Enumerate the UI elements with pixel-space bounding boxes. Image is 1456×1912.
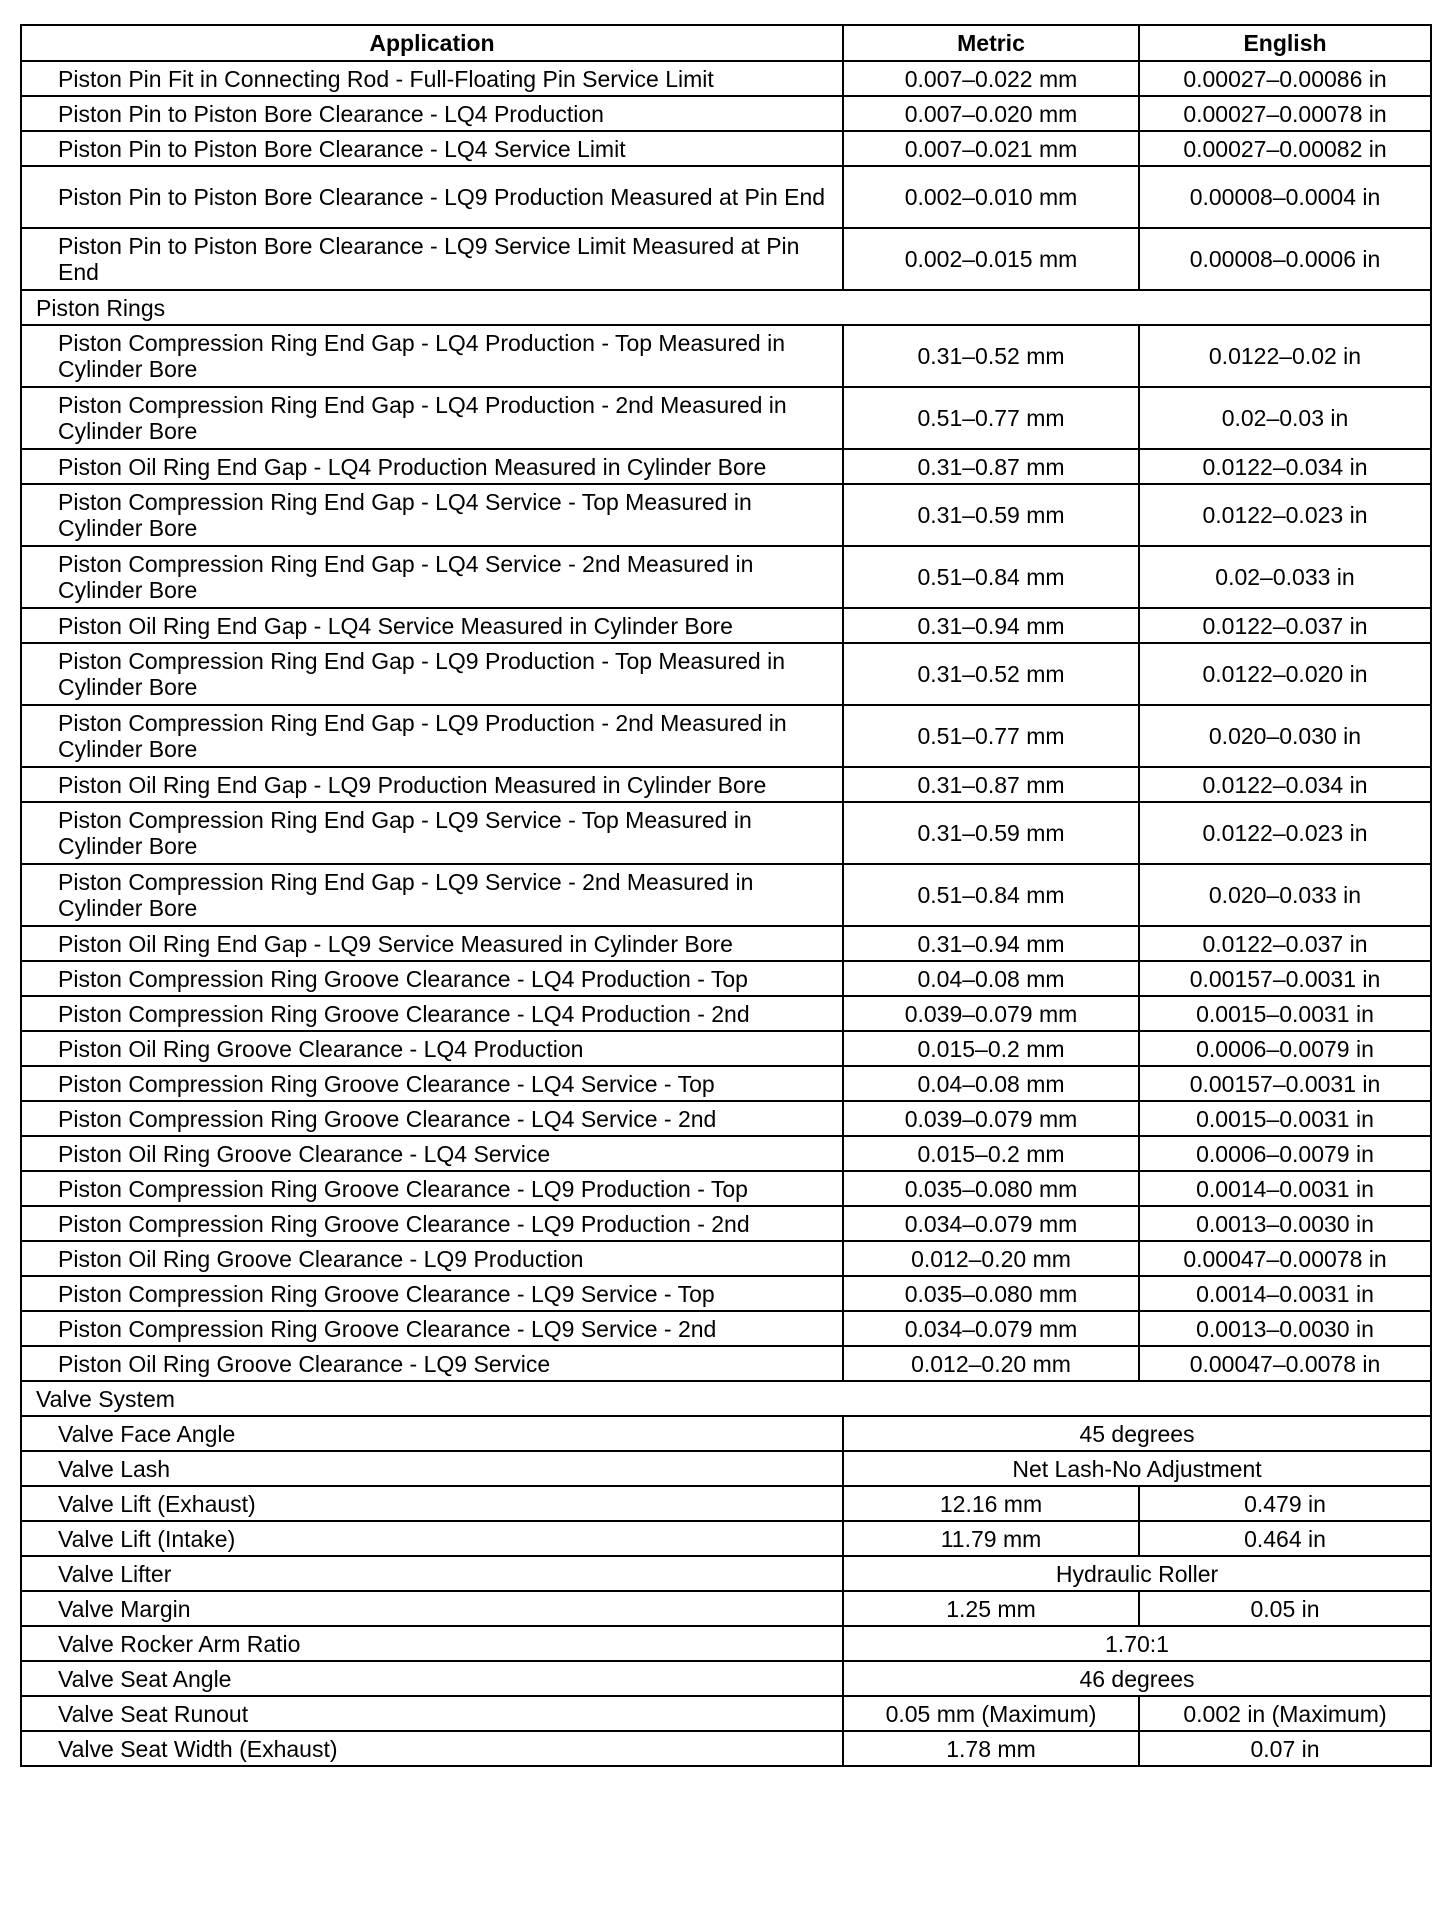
english-cell: 0.0006–0.0079 in (1139, 1136, 1431, 1171)
application-cell: Piston Pin to Piston Bore Clearance - LQ9 Production Measured at Pin End (21, 166, 843, 228)
application-cell: Piston Oil Ring End Gap - LQ9 Service Measured in Cylinder Bore (21, 926, 843, 961)
english-cell: 0.0006–0.0079 in (1139, 1031, 1431, 1066)
table-row (21, 1171, 1431, 1206)
section-heading: Valve System (21, 1381, 1431, 1416)
table-row (21, 325, 1431, 387)
english-cell: 0.00047–0.00078 in (1139, 1241, 1431, 1276)
application-cell: Piston Pin to Piston Bore Clearance - LQ4 Service Limit (21, 131, 843, 166)
english-cell: 0.0013–0.0030 in (1139, 1311, 1431, 1346)
english-cell: 0.0122–0.023 in (1139, 802, 1431, 864)
english-cell: 0.02–0.033 in (1139, 546, 1431, 608)
english-cell: 0.479 in (1139, 1486, 1431, 1521)
english-cell: 0.0013–0.0030 in (1139, 1206, 1431, 1241)
table-row (21, 1311, 1431, 1346)
table-row (21, 1066, 1431, 1101)
metric-cell: 0.007–0.020 mm (843, 96, 1139, 131)
metric-cell: 0.012–0.20 mm (843, 1241, 1139, 1276)
table-row (21, 1731, 1431, 1766)
application-cell: Valve Seat Width (Exhaust) (21, 1731, 843, 1766)
metric-cell: 0.007–0.022 mm (843, 61, 1139, 96)
table-row (21, 643, 1431, 705)
metric-cell: 0.04–0.08 mm (843, 1066, 1139, 1101)
application-cell: Piston Compression Ring Groove Clearance - LQ4 Service - 2nd (21, 1101, 843, 1136)
english-cell: 0.00027–0.00082 in (1139, 131, 1431, 166)
metric-cell: 0.039–0.079 mm (843, 1101, 1139, 1136)
metric-cell: 0.31–0.59 mm (843, 484, 1139, 546)
spec-value-cell: 46 degrees (843, 1661, 1431, 1696)
metric-cell: 0.31–0.94 mm (843, 608, 1139, 643)
spec-value-cell: 1.70:1 (843, 1626, 1431, 1661)
application-cell: Valve Seat Runout (21, 1696, 843, 1731)
application-cell: Piston Compression Ring End Gap - LQ9 Production - Top Measured in Cylinder Bore (21, 643, 843, 705)
application-cell: Piston Compression Ring Groove Clearance - LQ9 Production - 2nd (21, 1206, 843, 1241)
english-cell: 0.020–0.033 in (1139, 864, 1431, 926)
english-cell: 0.02–0.03 in (1139, 387, 1431, 449)
english-cell: 0.00008–0.0006 in (1139, 228, 1431, 290)
table-row (21, 131, 1431, 166)
english-cell: 0.0122–0.02 in (1139, 325, 1431, 387)
application-cell: Piston Pin Fit in Connecting Rod - Full-Floating Pin Service Limit (21, 61, 843, 96)
table-row (21, 608, 1431, 643)
header-english: English (1139, 25, 1431, 61)
table-row (21, 484, 1431, 546)
application-cell: Piston Compression Ring Groove Clearance - LQ4 Service - Top (21, 1066, 843, 1101)
application-cell: Piston Oil Ring Groove Clearance - LQ9 Service (21, 1346, 843, 1381)
application-cell: Piston Oil Ring Groove Clearance - LQ4 Service (21, 1136, 843, 1171)
application-cell: Valve Lifter (21, 1556, 843, 1591)
english-cell: 0.0014–0.0031 in (1139, 1276, 1431, 1311)
table-row (21, 387, 1431, 449)
section-row (21, 290, 1431, 325)
application-cell: Piston Compression Ring End Gap - LQ4 Production - 2nd Measured in Cylinder Bore (21, 387, 843, 449)
application-cell: Piston Compression Ring End Gap - LQ9 Production - 2nd Measured in Cylinder Bore (21, 705, 843, 767)
metric-cell: 0.007–0.021 mm (843, 131, 1139, 166)
table-row (21, 1276, 1431, 1311)
table-row (21, 926, 1431, 961)
table-row (21, 961, 1431, 996)
metric-cell: 0.51–0.84 mm (843, 546, 1139, 608)
table-row (21, 802, 1431, 864)
application-cell: Piston Compression Ring End Gap - LQ9 Service - Top Measured in Cylinder Bore (21, 802, 843, 864)
metric-cell: 0.51–0.84 mm (843, 864, 1139, 926)
header-metric: Metric (843, 25, 1139, 61)
application-cell: Valve Lift (Intake) (21, 1521, 843, 1556)
english-cell: 0.00157–0.0031 in (1139, 961, 1431, 996)
english-cell: 0.0122–0.020 in (1139, 643, 1431, 705)
application-cell: Valve Face Angle (21, 1416, 843, 1451)
metric-cell: 0.039–0.079 mm (843, 996, 1139, 1031)
table-row (21, 1696, 1431, 1731)
table-row (21, 1206, 1431, 1241)
table-row (21, 1101, 1431, 1136)
application-cell: Valve Lift (Exhaust) (21, 1486, 843, 1521)
english-cell: 0.0122–0.034 in (1139, 449, 1431, 484)
metric-cell: 1.78 mm (843, 1731, 1139, 1766)
table-row (21, 767, 1431, 802)
english-cell: 0.00157–0.0031 in (1139, 1066, 1431, 1101)
application-cell: Piston Compression Ring End Gap - LQ4 Service - Top Measured in Cylinder Bore (21, 484, 843, 546)
section-row (21, 1381, 1431, 1416)
section-heading: Piston Rings (21, 290, 1431, 325)
metric-cell: 0.04–0.08 mm (843, 961, 1139, 996)
table-row (21, 1521, 1431, 1556)
application-cell: Piston Oil Ring End Gap - LQ4 Production Measured in Cylinder Bore (21, 449, 843, 484)
table-row (21, 864, 1431, 926)
table-row (21, 1661, 1431, 1696)
table-row (21, 1346, 1431, 1381)
table-row (21, 228, 1431, 290)
table-row (21, 1486, 1431, 1521)
application-cell: Piston Pin to Piston Bore Clearance - LQ9 Service Limit Measured at Pin End (21, 228, 843, 290)
table-row (21, 1416, 1431, 1451)
application-cell: Valve Rocker Arm Ratio (21, 1626, 843, 1661)
application-cell: Piston Compression Ring Groove Clearance - LQ4 Production - 2nd (21, 996, 843, 1031)
table-body (21, 61, 1431, 1766)
table-row (21, 96, 1431, 131)
english-cell: 0.0015–0.0031 in (1139, 1101, 1431, 1136)
english-cell: 0.0122–0.023 in (1139, 484, 1431, 546)
table-row (21, 705, 1431, 767)
application-cell: Valve Seat Angle (21, 1661, 843, 1696)
table-row (21, 1241, 1431, 1276)
table-row (21, 1591, 1431, 1626)
metric-cell: 0.035–0.080 mm (843, 1276, 1139, 1311)
application-cell: Piston Oil Ring End Gap - LQ4 Service Measured in Cylinder Bore (21, 608, 843, 643)
spec-value-cell: Hydraulic Roller (843, 1556, 1431, 1591)
metric-cell: 11.79 mm (843, 1521, 1139, 1556)
metric-cell: 0.015–0.2 mm (843, 1031, 1139, 1066)
metric-cell: 0.31–0.59 mm (843, 802, 1139, 864)
english-cell: 0.00027–0.00086 in (1139, 61, 1431, 96)
table-row (21, 1031, 1431, 1066)
metric-cell: 0.034–0.079 mm (843, 1311, 1139, 1346)
metric-cell: 0.012–0.20 mm (843, 1346, 1139, 1381)
table-row (21, 1136, 1431, 1171)
metric-cell: 12.16 mm (843, 1486, 1139, 1521)
english-cell: 0.0015–0.0031 in (1139, 996, 1431, 1031)
application-cell: Piston Oil Ring End Gap - LQ9 Production Measured in Cylinder Bore (21, 767, 843, 802)
english-cell: 0.07 in (1139, 1731, 1431, 1766)
table-row (21, 996, 1431, 1031)
table-row (21, 449, 1431, 484)
english-cell: 0.00027–0.00078 in (1139, 96, 1431, 131)
english-cell: 0.0122–0.037 in (1139, 608, 1431, 643)
application-cell: Piston Compression Ring Groove Clearance - LQ9 Production - Top (21, 1171, 843, 1206)
english-cell: 0.0122–0.037 in (1139, 926, 1431, 961)
english-cell: 0.002 in (Maximum) (1139, 1696, 1431, 1731)
table-row (21, 166, 1431, 228)
application-cell: Valve Lash (21, 1451, 843, 1486)
english-cell: 0.05 in (1139, 1591, 1431, 1626)
metric-cell: 1.25 mm (843, 1591, 1139, 1626)
english-cell: 0.00008–0.0004 in (1139, 166, 1431, 228)
application-cell: Valve Margin (21, 1591, 843, 1626)
application-cell: Piston Pin to Piston Bore Clearance - LQ4 Production (21, 96, 843, 131)
table-row (21, 546, 1431, 608)
metric-cell: 0.035–0.080 mm (843, 1171, 1139, 1206)
metric-cell: 0.002–0.010 mm (843, 166, 1139, 228)
table-row (21, 1626, 1431, 1661)
english-cell: 0.020–0.030 in (1139, 705, 1431, 767)
application-cell: Piston Compression Ring Groove Clearance - LQ9 Service - Top (21, 1276, 843, 1311)
metric-cell: 0.002–0.015 mm (843, 228, 1139, 290)
application-cell: Piston Compression Ring End Gap - LQ9 Service - 2nd Measured in Cylinder Bore (21, 864, 843, 926)
metric-cell: 0.015–0.2 mm (843, 1136, 1139, 1171)
application-cell: Piston Oil Ring Groove Clearance - LQ9 Production (21, 1241, 843, 1276)
header-application: Application (21, 25, 843, 61)
spec-value-cell: Net Lash-No Adjustment (843, 1451, 1431, 1486)
application-cell: Piston Compression Ring End Gap - LQ4 Service - 2nd Measured in Cylinder Bore (21, 546, 843, 608)
application-cell: Piston Oil Ring Groove Clearance - LQ4 Production (21, 1031, 843, 1066)
spec-value-cell: 45 degrees (843, 1416, 1431, 1451)
header-row (21, 25, 1431, 61)
metric-cell: 0.31–0.87 mm (843, 767, 1139, 802)
specifications-table (20, 24, 1432, 1767)
table-row (21, 61, 1431, 96)
table-row (21, 1451, 1431, 1486)
metric-cell: 0.51–0.77 mm (843, 387, 1139, 449)
english-cell: 0.464 in (1139, 1521, 1431, 1556)
application-cell: Piston Compression Ring Groove Clearance - LQ9 Service - 2nd (21, 1311, 843, 1346)
application-cell: Piston Compression Ring End Gap - LQ4 Production - Top Measured in Cylinder Bore (21, 325, 843, 387)
metric-cell: 0.31–0.94 mm (843, 926, 1139, 961)
metric-cell: 0.31–0.87 mm (843, 449, 1139, 484)
metric-cell: 0.31–0.52 mm (843, 643, 1139, 705)
metric-cell: 0.05 mm (Maximum) (843, 1696, 1139, 1731)
application-cell: Piston Compression Ring Groove Clearance - LQ4 Production - Top (21, 961, 843, 996)
metric-cell: 0.034–0.079 mm (843, 1206, 1139, 1241)
table-row (21, 1556, 1431, 1591)
english-cell: 0.0122–0.034 in (1139, 767, 1431, 802)
english-cell: 0.0014–0.0031 in (1139, 1171, 1431, 1206)
english-cell: 0.00047–0.0078 in (1139, 1346, 1431, 1381)
metric-cell: 0.31–0.52 mm (843, 325, 1139, 387)
metric-cell: 0.51–0.77 mm (843, 705, 1139, 767)
